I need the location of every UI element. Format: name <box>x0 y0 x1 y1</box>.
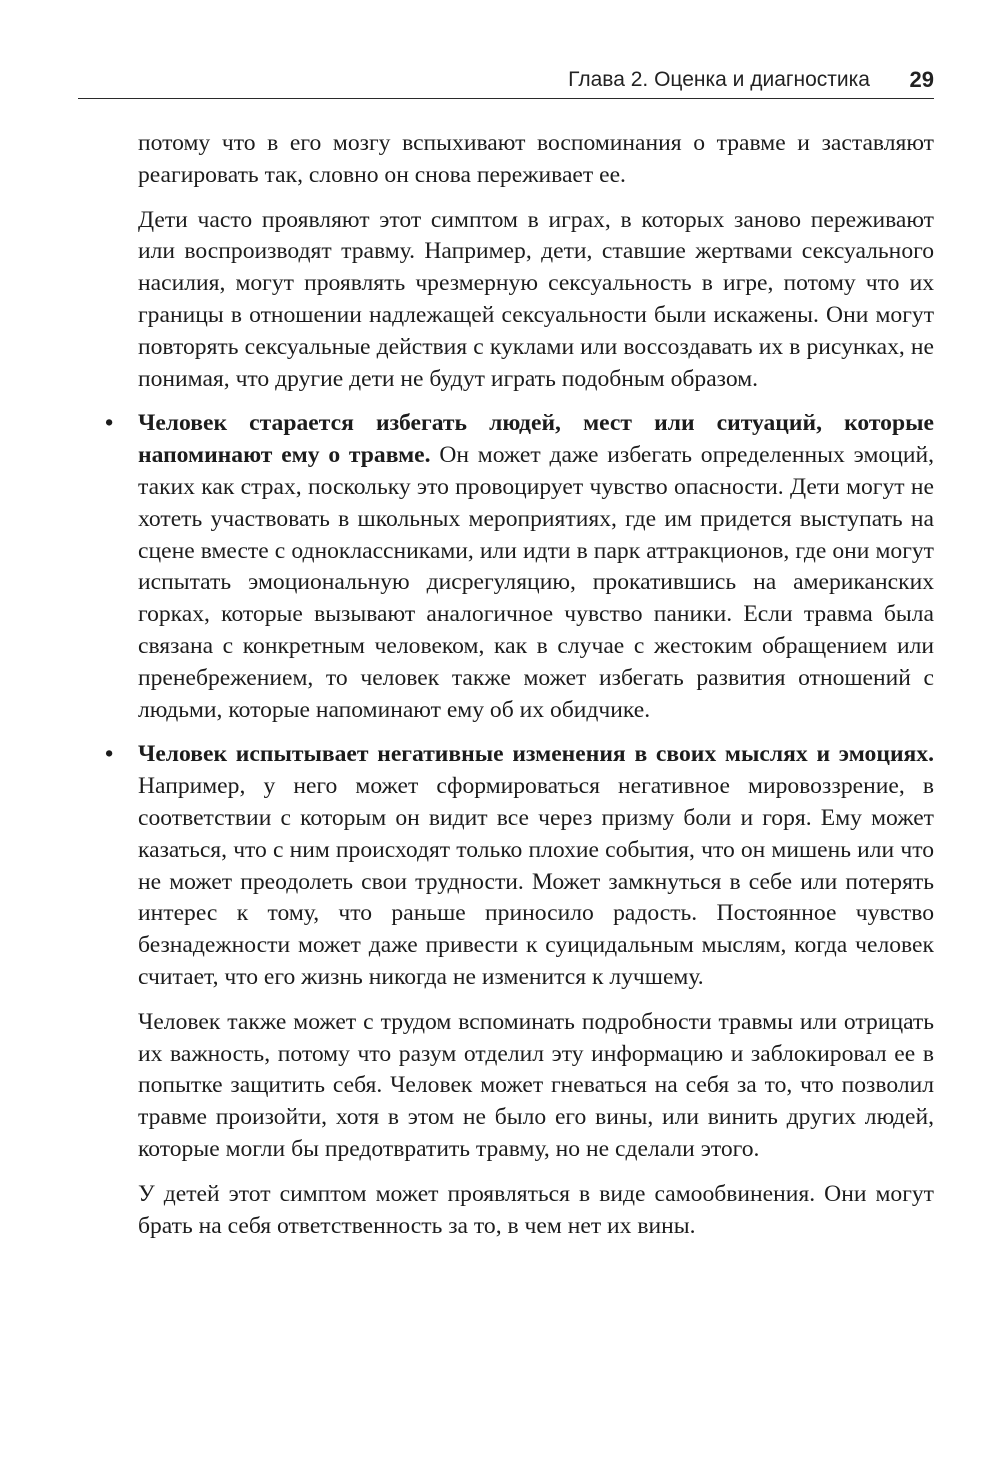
bullet-marker: • <box>105 741 114 768</box>
page-body <box>105 128 934 1255</box>
page-number: 29 <box>909 67 934 92</box>
bullet-negative-changes-heading: Человек испытывает негативные изменения в своих мыслях и эмоциях. <box>138 741 934 768</box>
running-header <box>78 62 934 99</box>
bullet-avoidance <box>105 408 934 726</box>
chapter-title: Глава 2. Оценка и диагностика <box>568 68 870 91</box>
bullet-avoidance-text: Он может даже избегать определенных эмоций, таких как страх, поскольку это провоцирует чувство опасности. Дети могут не хотеть участвовать в школьных мероприятиях, где им придется выступать на сцене вместе с одноклассниками, или идти в парк аттракционов, где они могут испытать эмоциональную дисрегуляцию, прокатившись на американских горках, которые вызывают аналогичное чувство паники. Если травма была связана с конкретным человеком, как в случае с жестоким обращением или пренебрежением, то человек также может избегать развития отношений с людьми, которые напоминают ему об их обидчике. <box>138 442 934 723</box>
paragraph-continuation: потому что в его мозгу вспыхивают воспоминания о травме и заставляют реагировать так, словно он снова переживает ее. <box>138 130 934 188</box>
paragraph-memory: Человек также может с трудом вспоминать подробности травмы или отрицать их важность, потому что разум отделил эту информацию и заблокировал ее в попытке защитить себя. Человек может гневаться на себя за то, что позволил травме произойти, хотя в этом не было его вины, или винить других людей, которые могли бы предотвратить травму, но не сделали этого. <box>138 1008 934 1162</box>
bullet-negative-changes-text: Например, у него может сформироваться негативное мировоззрение, в соответствии с которым он видит все через призму боли и горя. Ему может казаться, что с ним происходят только плохие события, что он мишень или что не может преодолеть свои трудности. Может замкнуться в себе или потерять интерес к тому, что раньше приносило радость. Постоянное чувство безнадежности может даже привести к суицидальным мыслям, когда человек считает, что его жизнь никогда не изменится к лучшему. <box>138 773 934 990</box>
paragraph-self-blame: У детей этот симптом может проявляться в виде самообвинения. Они могут брать на себя ответственность за то, в чем нет их вины. <box>138 1180 934 1239</box>
paragraph-children-play: Дети часто проявляют этот симптом в играх, в которых заново переживают или воспроизводят травму. Например, дети, ставшие жертвами сексуального насилия, могут проявлять чрезмерную сексуальность в игре, потому что их границы в отношении надлежащей сексуальности были искажены. Они могут повторять сексуальные действия с куклами или воссоздавать их в рисунках, не понимая, что другие дети не будут играть подобным образом. <box>138 206 934 392</box>
bullet-marker: • <box>105 410 114 437</box>
bullet-negative-changes <box>105 739 934 993</box>
bullet-avoidance-heading: Человек старается избегать людей, мест или ситуаций, которые напоминают ему о травме. <box>138 410 934 469</box>
